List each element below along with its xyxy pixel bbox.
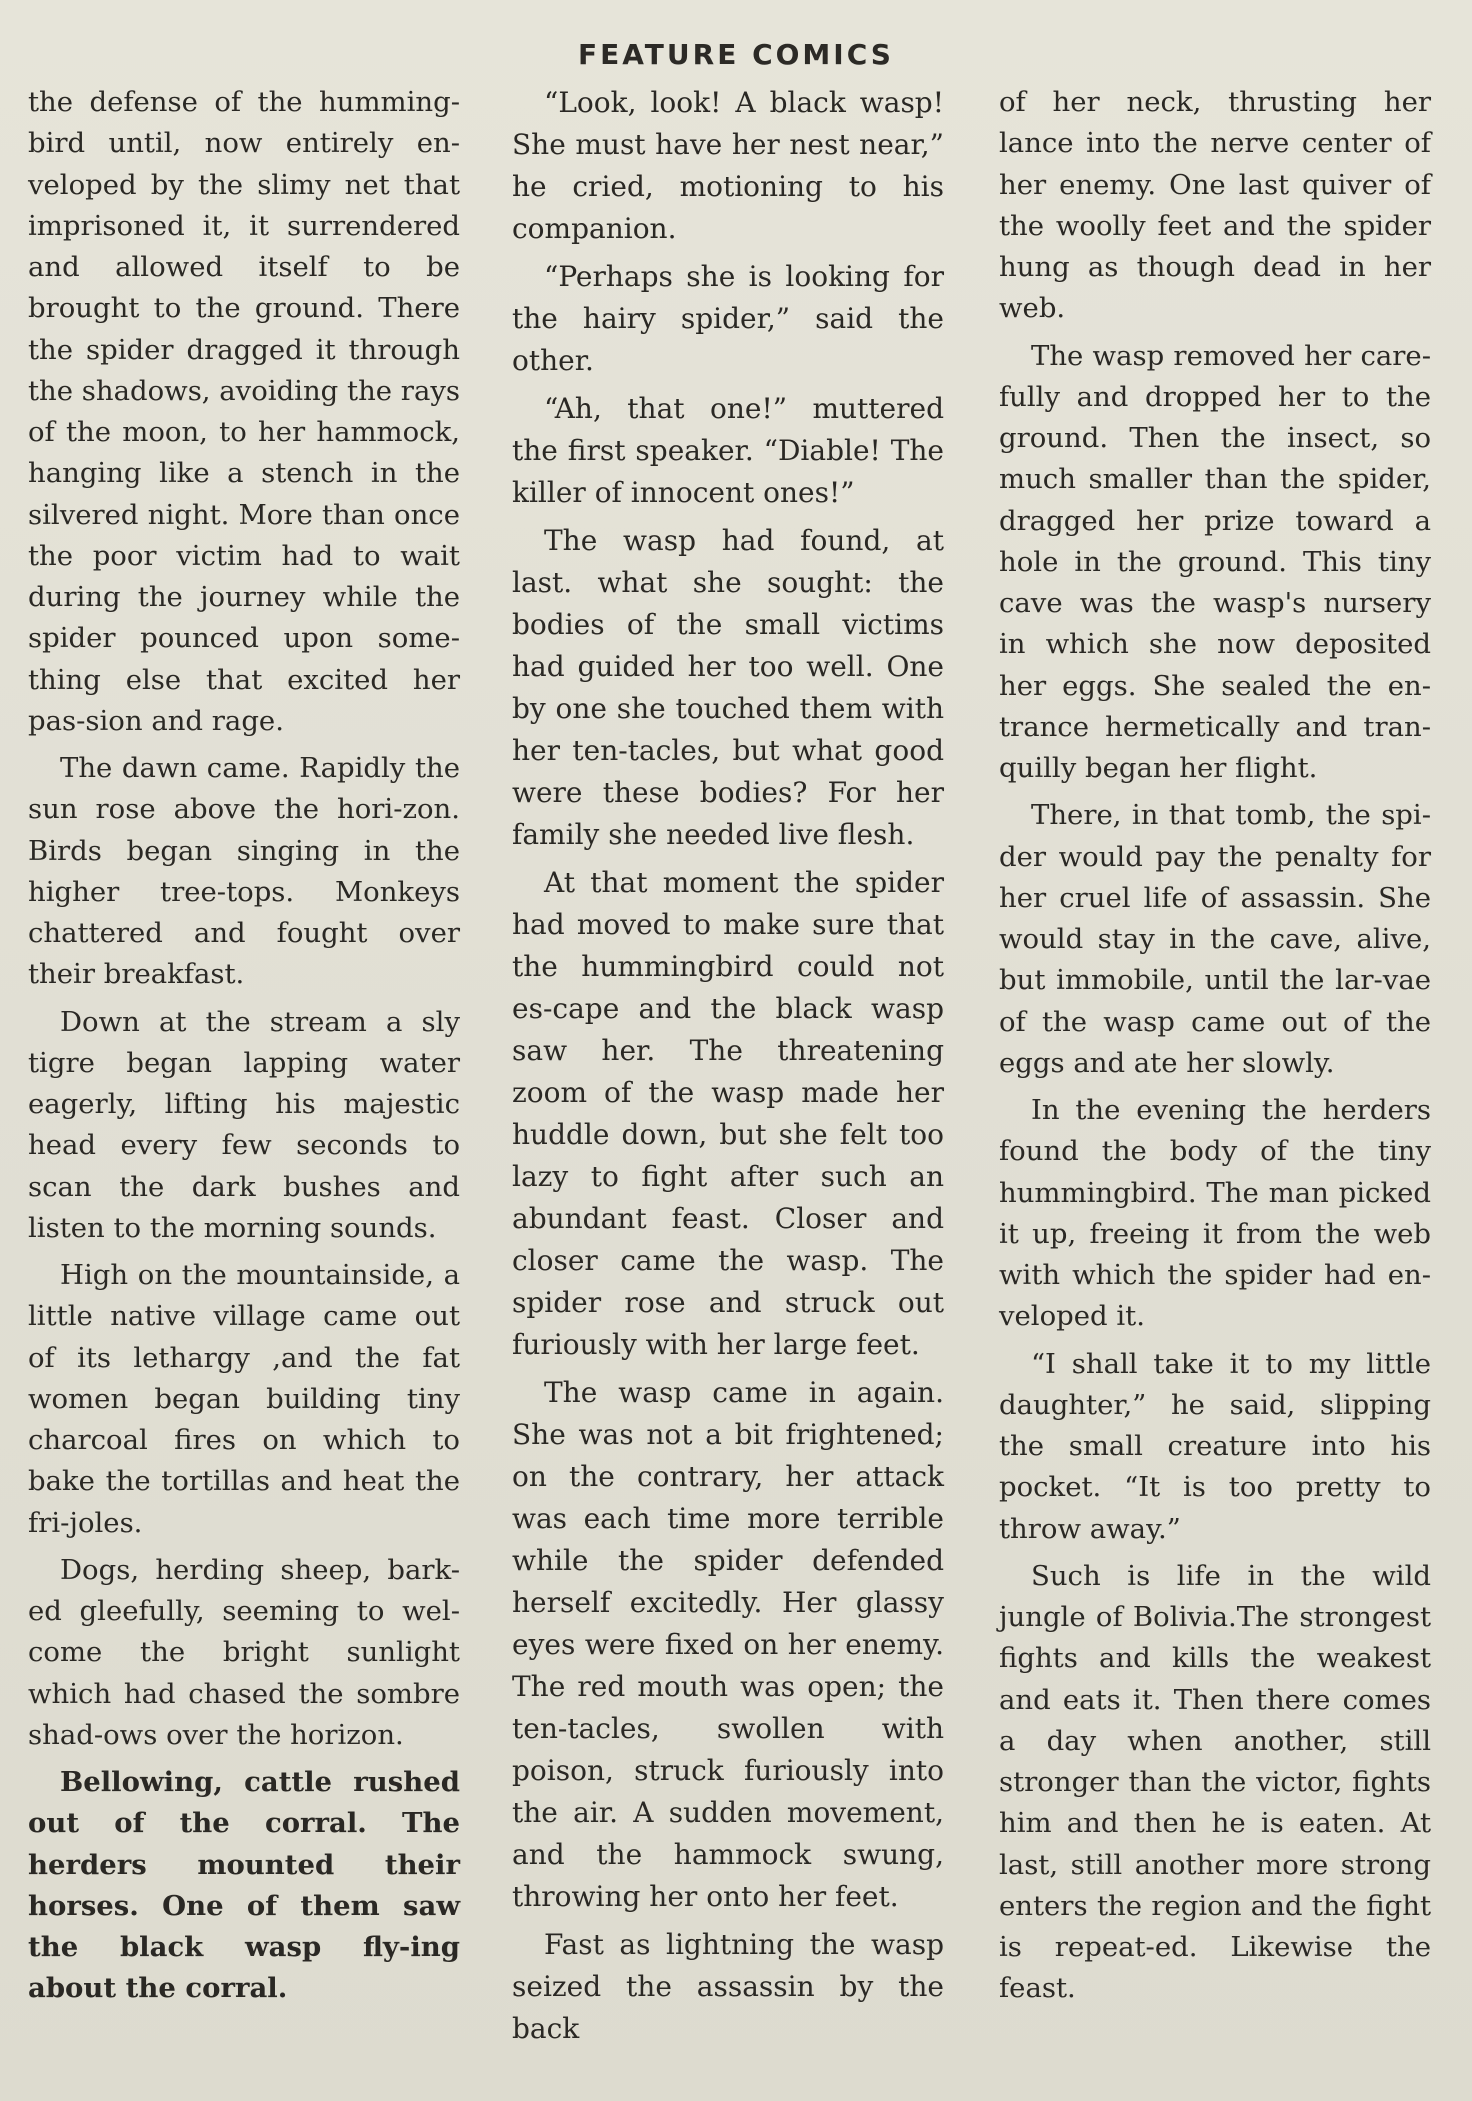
paragraph: Such is life in the wild jungle of Bolivia.The strongest fights and kills the weakest and eats it. Then there comes a day when another, still stronger than the victor, fights him and then he is eaten. At last, still another more strong enters the region and the fight is repeat-ed. Likewise the feast. — [999, 1559, 1431, 2005]
paragraph: The wasp came in again. She was not a bit frightened; on the contrary, her attack was each time more terrible while the spider defended herself excitedly. Her glassy eyes were fixed on her enemy. The red mouth was open; the ten-tacles, swollen with poison, struck furiously into the air. A sudden movement, and the hammock swung, throwing her onto her feet. — [512, 1376, 944, 1913]
paragraph: the defense of the humming-bird until, now entirely en-veloped by the slimy net that imprisoned it, it surrendered and allowed itself to be brought to the ground. There the spider dragged it through the shadows, avoiding the rays of the moon, to her hammock, hanging like a stench in the silvered night. More than once the poor victim had to wait during the journey while the spider pounced upon some-thing else that excited her pas-sion and rage. — [28, 86, 460, 737]
paragraph: “Look, look! A black wasp! She must have her nest near,” he cried, motioning to his companion. — [512, 86, 944, 245]
paragraph: “Ah, that one!” muttered the first speaker. “Diable! The killer of innocent ones!” — [512, 392, 944, 509]
paragraph: “I shall take it to my little daughter,” he said, slipping the small creature into his pocket. “It is too pretty to throw away.” — [999, 1347, 1431, 1545]
paragraph: In the evening the herders found the body of the tiny hummingbird. The man picked it up, freeing it from the web with which the spider had en-veloped it. — [999, 1094, 1431, 1333]
paragraph: Bellowing, cattle rushed out of the corral. The herders mounted their horses. One of them saw the black wasp fly-ing about the corral. — [28, 1766, 460, 2005]
paragraph: Dogs, herding sheep, bark-ed gleefully, seeming to wel-come the bright sunlight which had chased the sombre shad-ows over the horizon. — [28, 1553, 460, 1751]
text-column-3 — [999, 82, 1431, 2016]
text-column-2 — [512, 82, 944, 2056]
paragraph: Down at the stream a sly tigre began lapping water eagerly, lifting his majestic head every few seconds to scan the dark bushes and listen to the morning sounds. — [28, 1005, 460, 1244]
paragraph: The wasp removed her care-fully and dropped her to the ground. Then the insect, so much smaller than the spider, dragged her prize toward a hole in the ground. This tiny cave was the wasp's nursery in which she now deposited her eggs. She sealed the en-trance hermetically and tran-quilly began her flight. — [999, 339, 1431, 784]
paragraph: High on the mountainside, a little native village came out of its lethargy ,and the fat women began building tiny charcoal fires on which to bake the tortillas and heat the fri-joles. — [28, 1259, 460, 1539]
page-header-title: FEATURE COMICS — [578, 38, 894, 71]
paragraph: The dawn came. Rapidly the sun rose above the hori-zon. Birds began singing in the higher tree-tops. Monkeys chattered and fought over their breakfast. — [28, 752, 460, 991]
text-column-1 — [28, 82, 460, 2016]
paragraph: At that moment the spider had moved to make sure that the hummingbird could not es-cape and the black wasp saw her. The threatening zoom of the wasp made her huddle down, but she felt too lazy to fight after such an abundant feast. Closer and closer came the wasp. The spider rose and struck out furiously with her large feet. — [512, 866, 944, 1361]
paragraph: of her neck, thrusting her lance into the nerve center of her enemy. One last quiver of the woolly feet and the spider hung as though dead in her web. — [999, 86, 1431, 325]
paragraph: Fast as lightning the wasp seized the assassin by the back — [512, 1928, 944, 2045]
paragraph: “Perhaps she is looking for the hairy spider,” said the other. — [512, 260, 944, 377]
paragraph: The wasp had found, at last. what she sought: the bodies of the small victims had guided her too well. One by one she touched them with her ten-tacles, but what good were these bodies? For her family she needed live flesh. — [512, 524, 944, 851]
paragraph: There, in that tomb, the spi-der would pay the penalty for her cruel life of assassin. She would stay in the cave, alive, but immobile, until the lar-vae of the wasp came out of the eggs and ate her slowly. — [999, 799, 1431, 1079]
